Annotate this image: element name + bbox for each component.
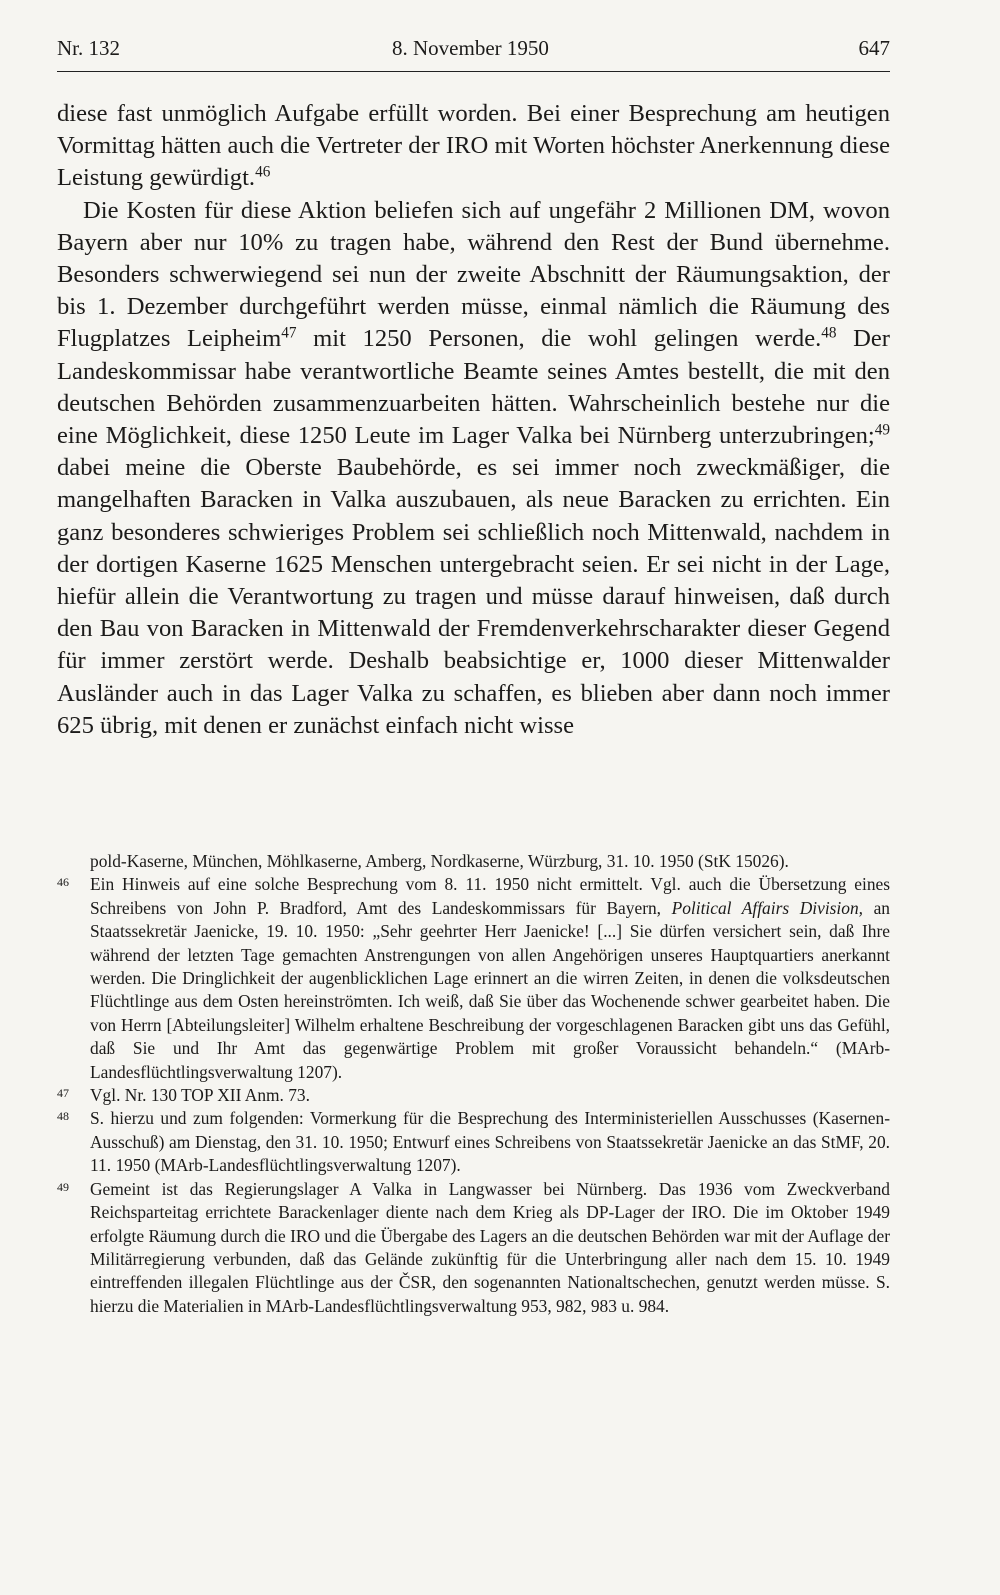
footnote-number: 49 (57, 1179, 69, 1194)
footnote-number: 47 (57, 1086, 69, 1101)
paragraph-2 (57, 195, 890, 742)
paragraph-text: Der Landeskommissar habe verantwortliche Beamte seines Amtes bestellt, die mit den deutschen Behörden zusammenzuarbeiten hätten. Wahrscheinlich bestehe nur die eine Möglichkeit, diese 1250 Leute im Lager Valka bei Nürnberg unterzubringen; (57, 325, 890, 450)
page-number: 647 (858, 36, 890, 60)
footnote-number: 46 (57, 875, 69, 890)
footnote-48 (57, 1107, 890, 1177)
footnote-text: Ein Hinweis auf eine solche Besprechung vom 8. 11. 1950 nicht ermittelt. Vgl. auch die Übersetzung eines Schreibens von John P. Bradford, Amt des Landeskommissars für Bayern, (90, 874, 890, 918)
footnote-ref-48[interactable]: 48 (821, 325, 837, 343)
main-text (57, 98, 890, 742)
footnote-italic-text: Political Affairs Division, (671, 897, 863, 918)
footnote-text: S. hierzu und zum folgenden: Vormerkung für die Besprechung des Interministeriellen Ausschusses (Kasernen-Ausschuß) am Dienstag, den 31. 10. 1950; Entwurf eines Schreibens von Staatssekretär Jaenicke an das StMF, 20. 11. 1950 (MArb-Landesflüchtlingsverwaltung 1207). (90, 1108, 890, 1176)
footnote-ref-46[interactable]: 46 (255, 164, 271, 182)
footnote-ref-49[interactable]: 49 (874, 421, 890, 439)
paragraph-text: Die Kosten für diese Aktion beliefen sich auf ungefähr 2 Millionen DM, wovon Bayern aber nur 10% zu tragen habe, während den Rest der Bund übernehme. Besonders schwerwiegend sei nun der zweite Abschnitt der Räumungsaktion, der bis 1. Dezember durchgeführt werden müsse, einmal nämlich die Räumung des Flugplatzes Leipheim (57, 196, 890, 353)
footnote-47 (57, 1084, 890, 1107)
paragraph-text: diese fast unmöglich Aufgabe erfüllt worden. Bei einer Besprechung am heutigen Vormittag hätten auch die Vertreter der IRO mit Worten höchster Anerkennung diese Leistung gewürdigt. (57, 100, 890, 192)
footnote-46 (57, 873, 890, 1084)
paragraph-text: dabei meine die Oberste Baubehörde, es sei immer noch zweckmäßiger, die mangelhaften Baracken in Valka auszubauen, als neue Baracken zu errichten. Ein ganz besonderes schwieriges Problem sei schließlich noch Mittenwald, nachdem in der dortigen Kaserne 1625 Menschen untergebracht seien. Er sei nicht in der Lage, hiefür allein die Verantwortung zu tragen und müsse darauf hinweisen, daß durch den Bau von Baracken in Mittenwald der Fremdenverkehrscharakter dieser Gegend für immer zerstört werde. Deshalb beabsichtige er, 1000 dieser Mittenwalder Ausländer auch in das Lager Valka zu schaffen, es blieben aber dann noch immer 625 übrig, mit denen er zunächst einfach nicht wisse (57, 454, 890, 739)
footnote-text: an Staatssekretär Jaenicke, 19. 10. 1950: „Sehr geehrter Herr Jaenicke! [...] Sie dürfen versichert sein, daß Ihre während der letzten Tage gemachten Anstrengungen von allen Angehörigen unseres Hauptquartiers anerkannt werden. Die Dringlichkeit der augenblicklichen Lage erinnert an die wirren Zeiten, in denen die volksdeutschen Flüchtlinge aus dem Osten hereinströmten. Ich weiß, daß Sie über das Wochenende schwer gearbeitet haben. Die von Herrn [Abteilungsleiter] Wilhelm erhaltene Beschreibung der vorgeschlagenen Baracken gibt uns das Gefühl, daß Sie und Ihr Amt das gegenwärtige Problem mit großer Voraussicht behandeln.“ (MArb-Landesflüchtlingsverwaltung 1207). (90, 897, 890, 1082)
footnotes (57, 850, 890, 1318)
footnote-ref-47[interactable]: 47 (281, 325, 297, 343)
paragraph-text: mit 1250 Personen, die wohl gelingen werde. (296, 325, 822, 353)
running-head (57, 30, 890, 66)
footnote-49 (57, 1178, 890, 1318)
header-date: 8. November 1950 (392, 36, 549, 60)
footnote-text: Gemeint ist das Regierungslager A Valka in Langwasser bei Nürnberg. Das 1936 vom Zweckverband Reichsparteitag errichtete Barackenlager diente nach dem Krieg als DP-Lager der IRO. Die im Oktober 1949 erfolgte Räumung durch die IRO und die Übergabe des Lagers an die deutschen Behörden war mit der Auflage der Militärregierung verbunden, daß das Gelände zukünftig für die Unterbringung aller nach dem 15. 10. 1949 eintreffenden illegalen Flüchtlinge aus der ČSR, den sogenannten Nationaltschechen, genutzt werden müsse. S. hierzu die Materialien in MArb-Landesflüchtlingsverwaltung 953, 982, 983 u. 984. (90, 1178, 890, 1316)
document-number: Nr. 132 (57, 36, 120, 60)
footnote-text: pold-Kaserne, München, Möhlkaserne, Amberg, Nordkaserne, Würzburg, 31. 10. 1950 (StK 15026). (90, 851, 789, 871)
footnote-number: 48 (57, 1109, 69, 1124)
header-rule (57, 71, 890, 72)
footnote-continuation (90, 850, 890, 873)
footnote-text: Vgl. Nr. 130 TOP XII Anm. 73. (90, 1085, 310, 1106)
paragraph-1 (57, 98, 890, 195)
